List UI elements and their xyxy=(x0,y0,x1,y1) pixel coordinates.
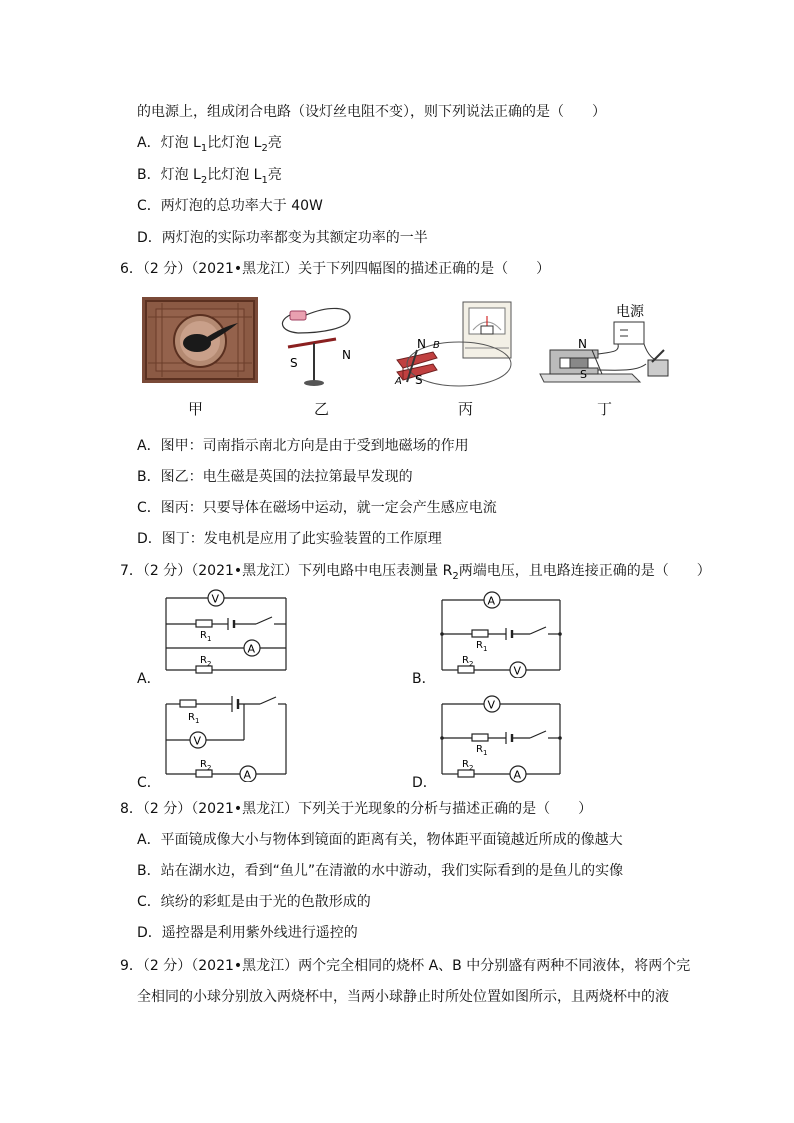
caption-bing: 丙 xyxy=(458,400,474,418)
svg-text:R1: $R_1$ xyxy=(200,630,212,643)
q6-option-d: D．图丁：发电机是应用了此实验装置的工作原理 xyxy=(137,531,442,547)
q8-stem: 8．（2 分）（2021•黑龙江）下列关于光现象的分析与描述正确的是（ ） xyxy=(120,801,593,817)
svg-text:R1: $R_1$ xyxy=(188,712,200,725)
figure-bing-induction-galvanometer xyxy=(393,300,515,392)
label-s: S xyxy=(580,368,587,381)
ammeter-label: A xyxy=(487,594,496,608)
q8-option-b: B．站在湖水边，看到“鱼儿”在清澈的水中游动，我们实际看到的是鱼儿的实像 xyxy=(137,863,624,879)
caption-jia: 甲 xyxy=(188,400,204,418)
svg-text:R2: $R_2$ xyxy=(462,759,474,772)
q8-option-a: A．平面镜成像大小与物体到镜面的距离有关，物体距平面镜越近所成的像越大 xyxy=(137,832,623,848)
label-s: S xyxy=(415,373,423,387)
q5-option-b: B．灯泡 $L_2$比灯泡 $L_1$亮 xyxy=(137,167,282,186)
ammeter-label: A xyxy=(513,768,522,782)
svg-text:R2: $R_2$ xyxy=(200,759,212,772)
q6-option-c: C．图丙：只要导体在磁场中运动，就一定会产生感应电流 xyxy=(137,500,497,516)
q8-option-d: D．遥控器是利用紫外线进行遥控的 xyxy=(137,925,358,941)
label-n: N xyxy=(342,348,351,362)
r1-label: R xyxy=(200,630,207,641)
label-b: B xyxy=(433,340,440,351)
label-power: 电源 xyxy=(616,304,644,320)
r2-label: R xyxy=(462,759,469,770)
q6-stem: 6．（2 分）（2021•黑龙江）关于下列四幅图的描述正确的是（ ） xyxy=(120,261,551,277)
label-n: N xyxy=(417,337,426,351)
voltmeter-label: V xyxy=(513,664,522,678)
q5-stem-continuation: 的电源上，组成闭合电路（设灯丝电阻不变），则下列说法正确的是（ ） xyxy=(137,104,606,120)
r2-label: R xyxy=(462,655,469,666)
q9-stem-line-2: 全相同的小球分别放入两烧杯中，当两小球静止时所处位置如图所示，且两烧杯中的液 xyxy=(137,989,669,1005)
figure-jia-sinan-compass xyxy=(142,297,258,383)
circuit-d xyxy=(436,692,568,784)
voltmeter-label: V xyxy=(487,698,496,712)
q9-stem-line-1: 9．（2 分）（2021•黑龙江）两个完全相同的烧杯 A、B 中分别盛有两种不同液体，将两个完 xyxy=(120,958,691,974)
q6-option-a: A．图甲：司南指示南北方向是由于受到地磁场的作用 xyxy=(137,438,469,454)
q5-option-c: C．两灯泡的总功率大于 40W xyxy=(137,198,323,214)
q7-option-d-label: D． xyxy=(412,775,437,791)
label-a: A xyxy=(395,376,402,387)
r2-label: R xyxy=(200,759,207,770)
q5-option-a: A．灯泡 $L_1$比灯泡 $L_2$亮 xyxy=(137,135,282,154)
svg-text:R2: $R_2$ xyxy=(462,655,474,668)
ammeter-label: A xyxy=(243,768,252,782)
circuit-c xyxy=(160,690,292,782)
r1-label: R xyxy=(188,712,195,723)
label-s: S xyxy=(290,356,298,370)
circuit-b xyxy=(436,586,568,678)
q7-option-b-label: B． xyxy=(412,671,436,687)
ammeter-label: A xyxy=(247,642,256,656)
svg-text:R1: $R_1$ xyxy=(476,640,488,653)
voltmeter-label: V xyxy=(211,592,220,606)
label-n: N xyxy=(578,337,587,351)
figure-ding-motor-experiment xyxy=(536,302,672,388)
caption-yi: 乙 xyxy=(314,400,330,418)
q6-option-b: B．图乙：电生磁是英国的法拉第最早发现的 xyxy=(137,469,413,485)
caption-ding: 丁 xyxy=(597,400,613,418)
r2-label: R xyxy=(200,655,207,666)
circuit-a xyxy=(160,584,292,676)
q5-option-d: D．两灯泡的实际功率都变为其额定功率的一半 xyxy=(137,230,428,246)
q8-option-c: C．缤纷的彩虹是由于光的色散形成的 xyxy=(137,894,371,910)
q7-option-c-label: C． xyxy=(137,775,161,791)
r1-label: R xyxy=(476,744,483,755)
voltmeter-label: V xyxy=(193,734,202,748)
figure-yi-oersted-experiment xyxy=(270,303,370,389)
r1-label: R xyxy=(476,640,483,651)
svg-text:R1: $R_1$ xyxy=(476,744,488,757)
svg-text:R2: $R_2$ xyxy=(200,655,212,668)
q7-option-a-label: A． xyxy=(137,671,161,687)
q7-stem: 7．（2 分）（2021•黑龙江）下列电路中电压表测量 $R_2$两端电压，且电路连接正确的是（ ） xyxy=(120,563,711,582)
